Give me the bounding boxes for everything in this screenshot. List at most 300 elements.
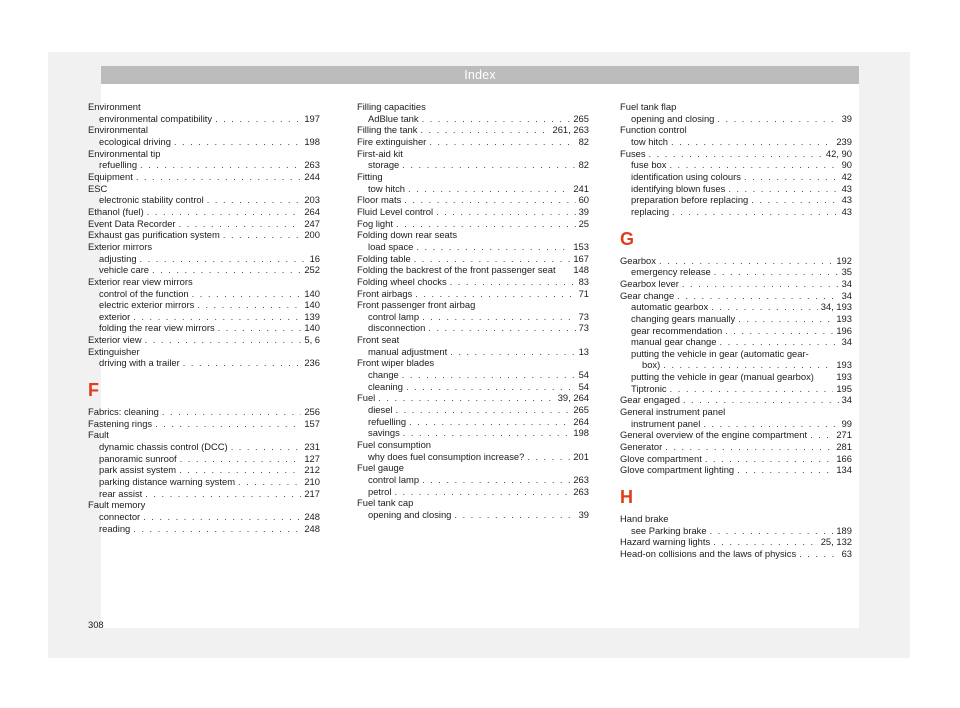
entry-text: Event Data Recorder <box>88 217 176 229</box>
index-entry <box>620 548 852 560</box>
dot-leader <box>671 136 833 148</box>
entry-text: manual gear change <box>631 336 717 348</box>
entry-text: AdBlue tank <box>368 112 419 124</box>
entry-text: control lamp <box>368 474 420 485</box>
index-subentry <box>88 453 320 465</box>
page-reference: 73 <box>578 310 589 322</box>
page-reference: 25 <box>578 217 589 229</box>
entry-text: Front airbags <box>357 287 413 299</box>
index-subentry <box>620 171 852 183</box>
entry-text: Gearbox lever <box>620 277 679 289</box>
page-reference: 193 <box>836 312 852 324</box>
entry-text: Exhaust gas purification system <box>88 229 220 241</box>
index-subentry <box>88 488 320 500</box>
page-reference: 34 <box>841 277 852 289</box>
dot-leader <box>140 159 301 171</box>
index-subentry <box>357 451 589 463</box>
entry-text: environmental compatibility <box>99 112 213 124</box>
index-entry <box>357 462 589 474</box>
entry-text: disconnection <box>368 322 426 334</box>
page-reference: 99 <box>841 417 852 429</box>
index-subentry <box>620 336 852 348</box>
entry-text: Front seat <box>357 334 400 346</box>
entry-text: Folding down rear seats <box>357 229 458 241</box>
dot-leader <box>394 486 570 498</box>
dot-leader <box>145 334 302 346</box>
index-subentry <box>357 183 589 195</box>
index-subentry <box>620 113 852 125</box>
dot-leader <box>705 453 834 465</box>
entry-text: Hand brake <box>620 513 669 525</box>
entry-text: Gear engaged <box>620 394 680 406</box>
dot-leader <box>197 299 301 311</box>
entry-text: rear assist <box>99 487 143 499</box>
entry-text: Front wiper blades <box>357 357 435 369</box>
entry-text: Fault memory <box>88 499 146 511</box>
index-entry <box>620 406 852 418</box>
index-entry <box>88 276 320 288</box>
entry-text: fuse box <box>631 159 667 171</box>
index-subentry <box>357 369 589 381</box>
dot-leader <box>725 325 833 337</box>
page-reference: 71 <box>578 287 589 299</box>
index-entry <box>620 394 852 406</box>
dot-leader <box>133 523 301 535</box>
page-reference: 13 <box>578 345 589 357</box>
index-entry <box>88 183 320 195</box>
index-subentry <box>88 311 320 323</box>
page-reference: 256 <box>304 406 320 418</box>
index-subentry <box>357 404 589 416</box>
index-entry <box>88 171 320 183</box>
page-reference: 153 <box>573 240 589 252</box>
index-entry <box>620 429 852 441</box>
dot-leader <box>428 322 575 334</box>
entry-text: Front passenger front airbag <box>357 299 476 311</box>
index-entry <box>88 429 320 441</box>
entry-text: tow hitch <box>631 135 668 147</box>
dot-leader <box>408 183 570 195</box>
dot-leader <box>396 404 571 416</box>
page-reference: 134 <box>836 464 852 476</box>
index-subentry <box>620 313 852 325</box>
index-entry <box>357 288 589 300</box>
page-reference: 265 <box>573 112 589 124</box>
page-reference: 167 <box>573 252 589 264</box>
page-reference: 195 <box>836 382 852 394</box>
dot-leader <box>751 194 838 206</box>
entry-text: Fuses <box>620 147 646 159</box>
index-subentry <box>357 486 589 498</box>
entry-text: Fitting <box>357 170 383 182</box>
dot-leader <box>179 464 301 476</box>
section-letter: F <box>88 380 99 401</box>
page-reference: 166 <box>836 452 852 464</box>
page-reference: 34, 193 <box>820 301 852 313</box>
page-reference: 157 <box>304 417 320 429</box>
index-subentry <box>88 253 320 265</box>
dot-leader <box>192 288 302 300</box>
entry-text: driving with a trailer <box>99 357 180 369</box>
dot-leader <box>420 124 549 136</box>
entry-text: exterior <box>99 310 131 322</box>
dot-leader <box>714 266 839 278</box>
dot-leader <box>669 159 838 171</box>
index-subentry <box>620 525 852 537</box>
index-column-1 <box>88 101 320 534</box>
entry-text: Fuel consumption <box>357 439 431 451</box>
page-reference: 193 <box>836 359 852 371</box>
dot-leader <box>454 509 575 521</box>
index-entry <box>88 206 320 218</box>
entry-text: General overview of the engine compartment <box>620 429 808 441</box>
entry-text: Fire extinguisher <box>357 135 427 147</box>
dot-leader <box>147 206 302 218</box>
entry-text: Environment <box>88 101 141 112</box>
index-entry <box>88 346 320 358</box>
page-reference: 140 <box>304 299 320 311</box>
dot-leader <box>737 464 833 476</box>
page-reference: 197 <box>304 112 320 124</box>
entry-text: refuelling <box>99 159 138 171</box>
index-entry <box>357 124 589 136</box>
dot-leader <box>682 278 839 290</box>
index-entry <box>88 499 320 511</box>
entry-text: Environmental <box>88 124 148 136</box>
index-subentry <box>88 113 320 125</box>
index-subentry <box>357 346 589 358</box>
entry-text: instrument panel <box>631 417 701 429</box>
index-entry <box>88 334 320 346</box>
entry-text: box) <box>642 359 661 371</box>
entry-text: Exterior mirrors <box>88 240 153 252</box>
page-reference: 263 <box>573 474 589 485</box>
page-reference: 203 <box>304 194 320 206</box>
page-reference: 244 <box>304 170 320 182</box>
page-reference: 193 <box>836 371 852 383</box>
index-subentry <box>357 322 589 334</box>
entry-text: Fog light <box>357 217 393 229</box>
dot-leader <box>429 136 575 148</box>
page-reference: 271 <box>836 429 852 441</box>
index-subentry <box>620 194 852 206</box>
dot-leader <box>703 418 838 430</box>
dot-leader <box>717 113 838 125</box>
entry-text: Exterior rear view mirrors <box>88 275 193 287</box>
dot-leader <box>719 336 838 348</box>
dot-leader <box>414 253 571 265</box>
index-entry <box>88 124 320 136</box>
index-column-2 <box>357 101 589 521</box>
index-entry <box>357 264 589 276</box>
index-entry <box>357 206 589 218</box>
index-entry <box>620 255 852 267</box>
index-subentry <box>357 241 589 253</box>
page-reference: 54 <box>578 369 589 381</box>
index-subentry <box>88 441 320 453</box>
page-reference: 127 <box>304 452 320 464</box>
entry-text: putting the vehicle in gear (manual gearbox) <box>631 371 814 383</box>
section-letter: G <box>620 228 635 249</box>
entry-text: General instrument panel <box>620 406 726 418</box>
section-letter: H <box>620 487 633 508</box>
entry-text: cleaning <box>368 380 403 392</box>
index-subentry <box>620 359 852 371</box>
dot-leader <box>416 241 570 253</box>
index-entry <box>620 148 852 160</box>
index-entry <box>357 357 589 369</box>
entry-text: replacing <box>631 205 670 217</box>
page-reference: 54 <box>578 380 589 392</box>
page-reference: 140 <box>304 287 320 299</box>
index-entry <box>357 218 589 230</box>
index-entry <box>620 290 852 302</box>
page-reference: 43 <box>841 194 852 206</box>
page-reference: 263 <box>304 159 320 171</box>
index-entry <box>620 278 852 290</box>
dot-leader <box>140 253 307 265</box>
index-subentry <box>88 159 320 171</box>
page-reference: 281 <box>836 441 852 453</box>
entry-text: change <box>368 369 399 381</box>
dot-leader <box>422 311 575 323</box>
entry-text: Extinguisher <box>88 345 140 357</box>
index-subentry <box>620 301 852 313</box>
page-reference: 42, 90 <box>825 147 852 159</box>
page-reference: 43 <box>841 205 852 217</box>
entry-text: electronic stability control <box>99 194 204 206</box>
page-reference: 60 <box>578 194 589 206</box>
dot-leader <box>710 525 834 537</box>
index-entry <box>620 441 852 453</box>
index-subentry <box>88 264 320 276</box>
entry-text: Hazard warning lights <box>620 536 711 548</box>
dot-leader <box>378 392 554 404</box>
dot-leader <box>133 311 301 323</box>
index-entry <box>88 101 320 113</box>
page-reference: 247 <box>304 217 320 229</box>
index-entry <box>357 392 589 404</box>
index-subentry <box>620 159 852 171</box>
entry-text: putting the vehicle in gear (automatic gear- <box>631 347 809 359</box>
page-reference: 264 <box>304 205 320 217</box>
entry-text: preparation before replacing <box>631 194 749 206</box>
dot-leader <box>223 229 302 241</box>
index-entry <box>357 497 589 509</box>
page-reference: 90 <box>841 159 852 171</box>
entry-text: Head-on collisions and the laws of physics <box>620 548 797 559</box>
entry-text: changing gears manually <box>631 312 736 324</box>
dot-leader <box>180 453 302 465</box>
index-entry <box>620 536 852 548</box>
entry-text: why does fuel consumption increase? <box>368 450 525 462</box>
index-entry <box>357 299 589 311</box>
dot-leader <box>527 451 570 463</box>
entry-text: refuelling <box>368 415 407 427</box>
page-header <box>101 66 859 84</box>
page-reference: 148 <box>573 264 589 276</box>
page-reference: 43 <box>841 182 852 194</box>
dot-leader <box>218 322 302 334</box>
page-reference: 192 <box>836 254 852 266</box>
page-reference: 263 <box>573 485 589 497</box>
entry-text: Gear change <box>620 289 675 301</box>
entry-text: ecological driving <box>99 135 171 147</box>
dot-leader <box>744 171 839 183</box>
entry-text: identification using colours <box>631 170 741 182</box>
index-subentry <box>620 136 852 148</box>
index-entry <box>357 194 589 206</box>
entry-text: Exterior view <box>88 334 142 346</box>
entry-text: panoramic sunroof <box>99 452 177 464</box>
page-reference: 200 <box>304 229 320 241</box>
page-reference: 201 <box>573 450 589 462</box>
dot-leader <box>406 381 576 393</box>
page-reference: 198 <box>304 135 320 147</box>
index-entry <box>620 124 852 136</box>
dot-leader <box>155 418 301 430</box>
entry-text: Fluid Level control <box>357 205 434 217</box>
page-reference: 5, 6 <box>304 334 320 346</box>
dot-leader <box>231 441 302 453</box>
dot-leader <box>677 290 838 302</box>
entry-text: ESC <box>88 182 108 194</box>
entry-text: control lamp <box>368 310 420 322</box>
index-entry <box>357 101 589 113</box>
dot-leader <box>136 171 302 183</box>
index-subentry <box>88 476 320 488</box>
entry-text: adjusting <box>99 252 137 264</box>
dot-leader <box>162 406 301 418</box>
index-entry <box>357 148 589 160</box>
index-entry <box>88 241 320 253</box>
page-reference: 35 <box>841 266 852 278</box>
index-entry <box>357 276 589 288</box>
entry-text: tow hitch <box>368 182 405 194</box>
dot-leader <box>183 357 302 369</box>
index-subentry <box>620 325 852 337</box>
dot-leader <box>728 183 838 195</box>
index-subentry <box>620 371 852 383</box>
dot-leader <box>436 206 575 218</box>
page-reference: 63 <box>841 548 852 559</box>
entry-text: Filling the tank <box>357 124 418 136</box>
index-subentry <box>88 194 320 206</box>
entry-text: automatic gearbox <box>631 301 709 313</box>
page-reference: 265 <box>573 404 589 416</box>
page-reference: 210 <box>304 476 320 488</box>
page-reference: 25, 132 <box>820 536 852 548</box>
dot-leader <box>422 113 571 125</box>
entry-text: Filling capacities <box>357 101 426 112</box>
dot-leader <box>683 394 839 406</box>
page-reference: 39 <box>578 205 589 217</box>
entry-text: Floor mats <box>357 194 402 206</box>
dot-leader <box>649 148 823 160</box>
dot-leader <box>663 359 833 371</box>
page-reference: 252 <box>304 264 320 276</box>
index-subentry <box>88 288 320 300</box>
entry-text: Glove compartment lighting <box>620 464 735 476</box>
index-subentry <box>357 159 589 171</box>
entry-text: petrol <box>368 485 392 497</box>
page-reference: 248 <box>304 522 320 534</box>
page-reference: 217 <box>304 487 320 499</box>
entry-text: parking distance warning system <box>99 476 236 488</box>
entry-text: see Parking brake <box>631 524 707 536</box>
index-subentry <box>88 357 320 369</box>
dot-leader <box>738 313 833 325</box>
index-entry <box>357 439 589 451</box>
entry-text: Ethanol (fuel) <box>88 205 144 217</box>
page-reference: 264 <box>573 415 589 427</box>
page-reference: 16 <box>309 252 320 264</box>
page-reference: 82 <box>578 159 589 171</box>
dot-leader <box>409 416 570 428</box>
dot-leader <box>422 474 570 486</box>
page-reference: 39 <box>578 508 589 520</box>
entry-text: control of the function <box>99 287 189 299</box>
entry-text: Fault <box>88 429 109 441</box>
page-reference: 139 <box>304 310 320 322</box>
entry-text: Fuel tank cap <box>357 497 414 509</box>
dot-leader <box>670 383 834 395</box>
dot-leader <box>659 255 833 267</box>
dot-leader <box>402 369 576 381</box>
entry-text: opening and closing <box>368 508 452 520</box>
index-entry <box>88 418 320 430</box>
page-reference: 212 <box>304 464 320 476</box>
index-entry <box>88 218 320 230</box>
index-subentry <box>88 136 320 148</box>
index-subentry <box>620 206 852 218</box>
page-reference: 241 <box>573 182 589 194</box>
page-reference: 34 <box>841 289 852 301</box>
index-entry <box>620 464 852 476</box>
index-subentry <box>357 416 589 428</box>
entry-text: Glove compartment <box>620 452 702 464</box>
dot-leader <box>672 206 839 218</box>
entry-text: Gearbox <box>620 254 656 266</box>
index-entry <box>620 513 852 525</box>
page-reference: 42 <box>841 170 852 182</box>
index-subentry <box>88 523 320 535</box>
index-subentry <box>620 383 852 395</box>
entry-text: savings <box>368 427 400 439</box>
page-reference: 189 <box>836 524 852 536</box>
page-reference: 82 <box>578 135 589 147</box>
entry-text: emergency release <box>631 266 711 278</box>
dot-leader <box>207 194 302 206</box>
page-reference: 196 <box>836 324 852 336</box>
page-number: 308 <box>88 619 104 630</box>
dot-leader <box>403 427 571 439</box>
dot-leader <box>810 429 833 441</box>
index-column-3 <box>620 101 852 560</box>
entry-text: Function control <box>620 124 687 136</box>
entry-text: Fuel <box>357 392 376 404</box>
entry-text: Folding wheel chocks <box>357 275 447 287</box>
index-entry <box>620 101 852 113</box>
dot-leader <box>402 159 575 171</box>
entry-text: Tiptronic <box>631 382 667 394</box>
entry-text: electric exterior mirrors <box>99 299 195 311</box>
dot-leader <box>450 276 576 288</box>
dot-leader <box>665 441 833 453</box>
entry-text: dynamic chassis control (DCC) <box>99 441 228 453</box>
index-subentry <box>620 266 852 278</box>
entry-text: First-aid kit <box>357 147 403 159</box>
